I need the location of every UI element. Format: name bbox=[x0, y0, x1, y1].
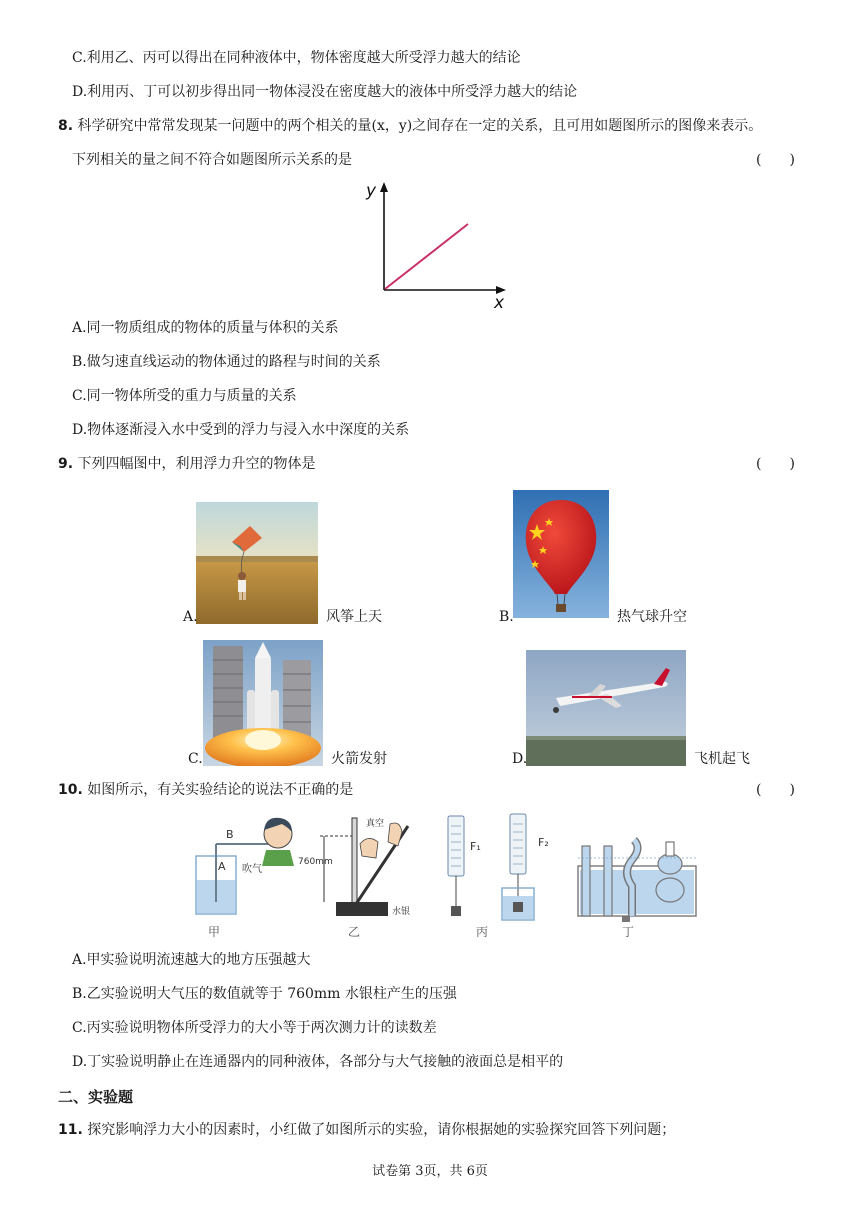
q7-option-c: C.利用乙、丙可以得出在同种液体中，物体密度越大所受浮力越大的结论 bbox=[72, 50, 521, 66]
q9-kite-photo bbox=[196, 502, 318, 624]
q10-figure-jia bbox=[196, 818, 294, 939]
q9-option-b-caption: 热气球升空 bbox=[617, 609, 687, 625]
q8-y-arrow bbox=[380, 182, 388, 192]
section-heading: 二、实验题 bbox=[58, 1088, 134, 1106]
q10-jia-label-a: A bbox=[218, 860, 226, 873]
q7-option-d: D.利用丙、丁可以初步得出同一物体浸没在密度越大的液体中所受浮力越大的结论 bbox=[72, 84, 578, 100]
q8-option-b: B.做匀速直线运动的物体通过的路程与时间的关系 bbox=[72, 354, 381, 370]
q10-jia-label-b: B bbox=[226, 828, 234, 841]
page-footer: 试卷第 3页，共 6页 bbox=[372, 1164, 488, 1179]
q9-balloon-photo bbox=[513, 490, 609, 624]
q10-yi-mercury: 水银 bbox=[392, 907, 411, 917]
q8-option-c: C.同一物体所受的重力与质量的关系 bbox=[72, 388, 297, 404]
q10-bing-caption: 丙 bbox=[476, 925, 489, 939]
q10-figure-yi bbox=[298, 817, 410, 939]
q9-option-b-letter: B. bbox=[499, 609, 514, 625]
q8-stem-text: 科学研究中常常发现某一问题中的两个相关的量(x，y)之间存在一定的关系，且可用如题图所示的图像来表示。 bbox=[77, 118, 763, 134]
q8-graph-line bbox=[385, 224, 468, 289]
q10-number: 10. bbox=[58, 782, 83, 798]
q10-option-a: A.甲实验说明流速越大的地方压强越大 bbox=[72, 952, 311, 968]
q10-ding-caption: 丁 bbox=[622, 925, 635, 939]
q10-figure-bing bbox=[448, 814, 549, 939]
q9-option-c-caption: 火箭发射 bbox=[331, 751, 387, 767]
q10-stem-text: 如图所示，有关实验结论的说法不正确的是 bbox=[87, 782, 354, 798]
q8-number: 8. bbox=[58, 118, 74, 134]
q10-option-d: D.丁实验说明静止在连通器内的同种液体，各部分与大气接触的液面总是相平的 bbox=[72, 1054, 564, 1070]
q8-x-label: x bbox=[494, 293, 505, 312]
q9-rocket-photo bbox=[203, 640, 323, 766]
q10-figure bbox=[186, 806, 706, 942]
q10-figure-ding bbox=[578, 840, 696, 939]
q8-stem-line2: 下列相关的量之间不符合如题图所示关系的是 bbox=[72, 152, 352, 168]
q10-yi-caption: 乙 bbox=[348, 925, 361, 939]
q9-airplane-photo bbox=[526, 650, 686, 766]
q8-option-a: A.同一物质组成的物体的质量与体积的关系 bbox=[72, 320, 339, 336]
q10-bing-f1: F₁ bbox=[470, 840, 481, 853]
q10-yi-vacuum: 真空 bbox=[366, 819, 385, 829]
q10-option-c: C.丙实验说明物体所受浮力的大小等于两次测力计的读数差 bbox=[72, 1020, 437, 1036]
q10-yi-height: 760mm bbox=[298, 857, 333, 867]
q10-stem bbox=[58, 780, 353, 800]
q9-number: 9. bbox=[58, 456, 74, 472]
q9-option-c-letter: C. bbox=[188, 751, 203, 767]
q10-option-b: B.乙实验说明大气压的数值就等于 760mm 水银柱产生的压强 bbox=[72, 986, 457, 1002]
q11-stem bbox=[58, 1120, 675, 1140]
q9-option-a-caption: 风筝上天 bbox=[326, 609, 382, 625]
q9-option-a-letter: A. bbox=[183, 609, 198, 625]
q8-option-d: D.物体逐渐浸入水中受到的浮力与浸入水中深度的关系 bbox=[72, 422, 410, 438]
q10-bing-f2: F₂ bbox=[538, 836, 549, 849]
q10-jia-caption: 甲 bbox=[208, 925, 221, 939]
q8-answer-paren: ( ) bbox=[756, 152, 795, 168]
q9-stem-text: 下列四幅图中，利用浮力升空的物体是 bbox=[77, 456, 316, 472]
q11-number: 11. bbox=[58, 1122, 83, 1138]
q8-graph bbox=[360, 176, 520, 312]
q9-option-d-caption: 飞机起飞 bbox=[694, 751, 750, 767]
q8-stem-line1 bbox=[58, 116, 762, 136]
q9-answer-paren: ( ) bbox=[756, 456, 795, 472]
q9-option-d-letter: D. bbox=[512, 751, 528, 767]
q10-jia-blow: 吹气 bbox=[242, 864, 262, 875]
q9-stem bbox=[58, 454, 316, 474]
q10-answer-paren: ( ) bbox=[756, 782, 795, 798]
q11-stem-text: 探究影响浮力大小的因素时，小红做了如图所示的实验，请你根据她的实验探究回答下列问题； bbox=[87, 1122, 676, 1138]
q8-y-label: y bbox=[366, 181, 377, 201]
